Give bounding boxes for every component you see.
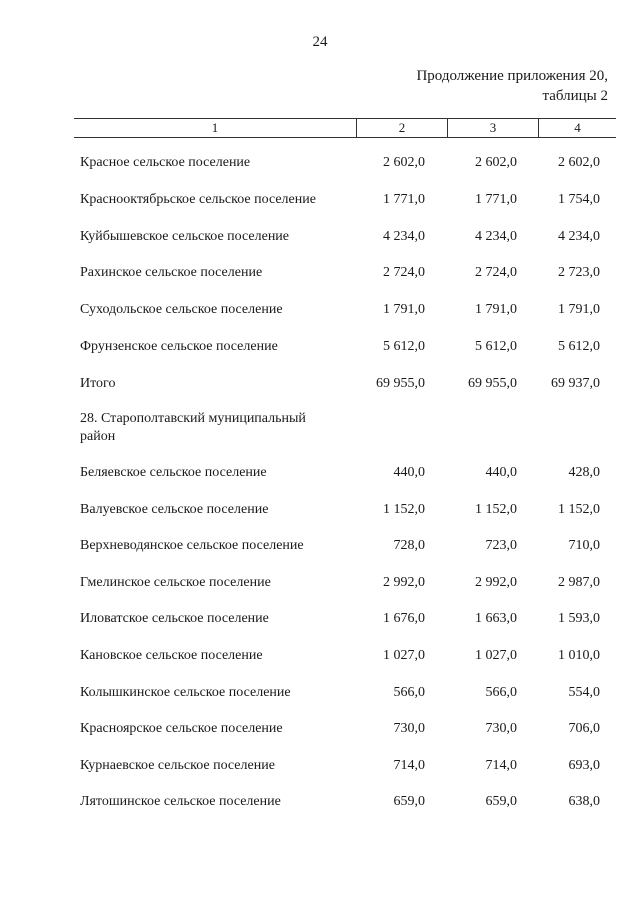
row-value-col-4: 1 593,0 xyxy=(558,611,600,627)
row-value-col-2: 1 791,0 xyxy=(383,302,425,318)
table-row xyxy=(0,792,640,812)
table-row xyxy=(0,646,640,666)
row-value-col-2: 730,0 xyxy=(393,721,425,737)
row-value-col-3: 440,0 xyxy=(485,465,517,480)
row-value-col-3: 1 152,0 xyxy=(475,501,517,517)
row-value-col-4: 1 791,0 xyxy=(558,302,600,318)
row-value-col-2: 69 955,0 xyxy=(376,375,425,391)
table-caption xyxy=(416,66,608,106)
table-row xyxy=(0,719,640,739)
row-value-col-2: 2 992,0 xyxy=(383,574,425,590)
row-value-col-4: 638,0 xyxy=(568,794,600,810)
row-value-col-2: 566,0 xyxy=(393,684,425,700)
row-value-col-3: 1 663,0 xyxy=(475,611,517,627)
row-label: Красное сельское поселение xyxy=(80,155,251,170)
section-heading xyxy=(80,410,340,446)
row-value-col-2: 440,0 xyxy=(393,465,425,480)
row-value-col-4: 69 937,0 xyxy=(551,375,600,391)
row-value-col-3: 4 234,0 xyxy=(475,228,517,244)
table-row xyxy=(0,500,640,520)
row-value-col-4: 2 602,0 xyxy=(558,155,600,170)
header-col-2: 2 xyxy=(398,120,406,135)
row-value-col-4: 693,0 xyxy=(568,757,600,773)
row-value-col-3: 69 955,0 xyxy=(468,375,517,391)
table-row xyxy=(0,227,640,247)
row-value-col-4: 1 754,0 xyxy=(558,191,600,207)
row-value-col-4: 706,0 xyxy=(568,721,600,737)
row-value-col-3: 2 724,0 xyxy=(475,265,517,281)
table-row xyxy=(0,756,640,776)
row-value-col-3: 730,0 xyxy=(485,721,517,737)
row-value-col-3: 714,0 xyxy=(485,757,517,773)
row-value-col-3: 5 612,0 xyxy=(475,339,517,354)
row-label: Кановское сельское поселение xyxy=(80,648,263,663)
row-label: Краснооктябрьское сельское поселение xyxy=(80,191,316,207)
row-value-col-3: 1 791,0 xyxy=(475,302,517,318)
header-col-3: 3 xyxy=(489,120,497,135)
header-col-4: 4 xyxy=(574,120,581,135)
caption-line-1: Продолжение приложения 20, xyxy=(416,68,608,84)
row-label: Беляевское сельское поселение xyxy=(80,465,267,480)
table-row xyxy=(0,337,640,357)
row-value-col-3: 723,0 xyxy=(485,538,517,554)
row-label: Куйбышевское сельское поселение xyxy=(80,228,290,244)
row-label: Итого xyxy=(80,375,116,391)
row-value-col-3: 566,0 xyxy=(485,684,517,700)
row-value-col-3: 1 027,0 xyxy=(475,648,517,663)
row-label: Гмелинское сельское поселение xyxy=(80,574,271,590)
row-value-col-3: 2 602,0 xyxy=(475,155,517,170)
page-number: 24 xyxy=(312,34,328,50)
row-value-col-3: 1 771,0 xyxy=(475,191,517,207)
row-value-col-2: 1 027,0 xyxy=(383,648,425,663)
row-label: Иловатское сельское поселение xyxy=(80,611,269,627)
table-row xyxy=(0,573,640,593)
table-row xyxy=(0,153,640,173)
row-value-col-2: 2 724,0 xyxy=(383,265,425,281)
row-label: Валуевское сельское поселение xyxy=(80,501,269,517)
row-value-col-2: 2 602,0 xyxy=(383,155,425,170)
row-value-col-2: 728,0 xyxy=(393,538,425,554)
row-label: Курнаевское сельское поселение xyxy=(80,757,275,773)
row-label: Рахинское сельское поселение xyxy=(80,265,263,281)
row-value-col-2: 1 771,0 xyxy=(383,191,425,207)
row-value-col-4: 428,0 xyxy=(568,465,600,480)
row-value-col-3: 659,0 xyxy=(485,794,517,810)
row-value-col-4: 710,0 xyxy=(568,538,600,554)
row-value-col-4: 554,0 xyxy=(568,684,600,700)
row-label: Верхневодянское сельское поселение xyxy=(80,538,304,554)
row-value-col-4: 4 234,0 xyxy=(558,228,600,244)
row-label: Лятошинское сельское поселение xyxy=(80,794,281,810)
row-value-col-4: 2 987,0 xyxy=(558,574,600,590)
table-row xyxy=(0,609,640,629)
row-label: Колышкинское сельское поселение xyxy=(80,684,291,700)
table-row xyxy=(0,463,640,483)
header-col-1: 1 xyxy=(211,120,219,135)
row-value-col-2: 1 152,0 xyxy=(383,501,425,517)
row-label: Красноярское сельское поселение xyxy=(80,721,283,737)
row-label: Суходольское сельское поселение xyxy=(80,302,283,318)
table-row xyxy=(0,536,640,556)
row-value-col-3: 2 992,0 xyxy=(475,574,517,590)
table-row xyxy=(0,374,640,394)
row-value-col-4: 5 612,0 xyxy=(558,339,600,354)
row-value-col-2: 714,0 xyxy=(393,757,425,773)
table-row xyxy=(0,190,640,210)
row-value-col-2: 5 612,0 xyxy=(383,339,425,354)
table-row xyxy=(0,683,640,703)
caption-line-2: таблицы 2 xyxy=(542,88,608,104)
row-value-col-4: 2 723,0 xyxy=(558,265,600,281)
row-value-col-4: 1 152,0 xyxy=(558,501,600,517)
row-value-col-2: 659,0 xyxy=(393,794,425,810)
row-value-col-2: 1 676,0 xyxy=(383,611,425,627)
row-value-col-2: 4 234,0 xyxy=(383,228,425,244)
section-heading-line-2: район xyxy=(80,429,116,444)
table-row xyxy=(0,300,640,320)
row-value-col-4: 1 010,0 xyxy=(558,648,600,663)
row-label: Фрунзенское сельское поселение xyxy=(80,339,278,354)
section-heading-line-1: 28. Старополтавский муниципальный xyxy=(80,411,306,426)
table-header xyxy=(74,118,616,138)
table-row xyxy=(0,263,640,283)
